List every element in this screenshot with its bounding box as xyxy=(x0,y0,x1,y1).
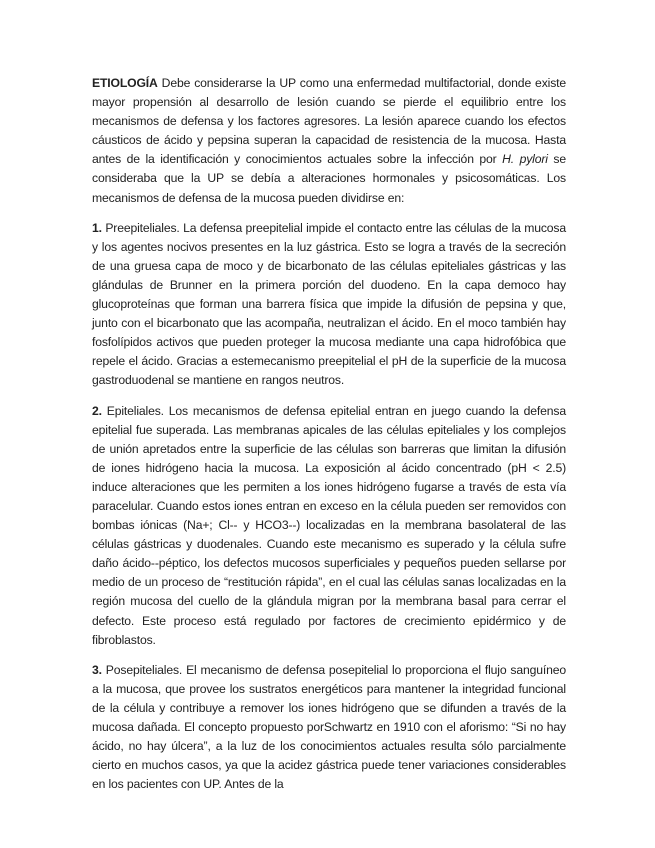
preepiteliales-paragraph xyxy=(92,219,566,391)
italic-term: H. pylori xyxy=(502,152,548,167)
posepiteliales-paragraph xyxy=(92,661,566,795)
etiologia-paragraph xyxy=(92,74,566,208)
epiteliales-paragraph xyxy=(92,402,566,650)
paragraph-text: Epiteliales. Los mecanismos de defensa epitelial entran en juego cuando la defensa epitelial fue superada. Las membranas apicales de las células epiteliales y los complejos de unión apretados entre la superficie de las células son barreras que limitan la difusión de iones hidrógeno hacia la mucosa. La exposición al ácido concentrado (pH < 2.5) induce alteraciones que les permiten a los iones hidrógeno fugarse a través de esta vía paracelular. Cuando estos iones entran en exceso en la célula pueden ser removidos con bombas iónicas (Na+; Cl-- y HCO3--) localizadas en la membrana basolateral de las células gástricas y duodenales. Cuando este mecanismo es superado y la célula sufre daño ácido--péptico, los defectos mucosos superficiales y pequeños pueden sellarse por medio de un proceso de “restitución rápida”, en el cual las células sanas localizadas en la región mucosa del cuello de la glándula migran por la membrana basal para cerrar el defecto. Este proceso está regulado por factores de crecimiento epidérmico y de fibroblastos. xyxy=(92,403,566,647)
paragraph-text: se consideraba que la UP se debía a alteraciones hormonales y psicosomáticas. Los mecanismos de defensa de la mucosa pueden dividirse en: xyxy=(92,152,566,205)
paragraph-text: Preepiteliales. La defensa preepitelial impide el contacto entre las células de la mucosa y los agentes nocivos presentes en la luz gástrica. Esto se logra a través de la secreción de una gruesa capa de moco y de bicarbonato de las células epiteliales gástricas y las glándulas de Brunner en la primera porción del duodeno. En la capa democo hay glucoproteínas que forman una barrera física que impide la difusión de pepsina y que, junto con el bicarbonato que las acompaña, neutralizan el ácido. En el moco también hay fosfolípidos activos que pueden proteger la mucosa mediante una capa hidrofóbica que repele el ácido. Gracias a estemecanismo preepitelial el pH de la superficie de la mucosa gastroduodenal se mantiene en rangos neutros. xyxy=(92,220,566,388)
document-page xyxy=(92,74,566,805)
paragraph-text: Posepiteliales. El mecanismo de defensa posepitelial lo proporciona el flujo sanguíneo a la mucosa, que provee los sustratos energéticos para mantener la integridad funcional de la célula y contribuye a remover los iones hidrógeno que se difunden a través de la mucosa dañada. El concepto propuesto porSchwartz en 1910 con el aforismo: “Si no hay ácido, no hay úlcera”, a la luz de los conocimientos actuales resulta sólo parcialmente cierto en muchos casos, ya que la acidez gástrica puede tener variaciones considerables en los pacientes con UP. Antes de la xyxy=(92,662,566,792)
list-number: 3. xyxy=(92,662,102,677)
paragraph-text: Debe considerarse la UP como una enfermedad multifactorial, donde existe mayor propensión al desarrollo de lesión cuando se pierde el equilibrio entre los mecanismos de defensa y los factores agresores. La lesión aparece cuando los efectos cáusticos de ácido y pepsina superan la capacidad de resistencia de la mucosa. Hasta antes de la identificación y conocimientos actuales sobre la infección por xyxy=(92,76,566,167)
list-number: 1. xyxy=(92,220,102,235)
section-heading: ETIOLOGÍA xyxy=(92,76,158,90)
list-number: 2. xyxy=(92,403,102,418)
